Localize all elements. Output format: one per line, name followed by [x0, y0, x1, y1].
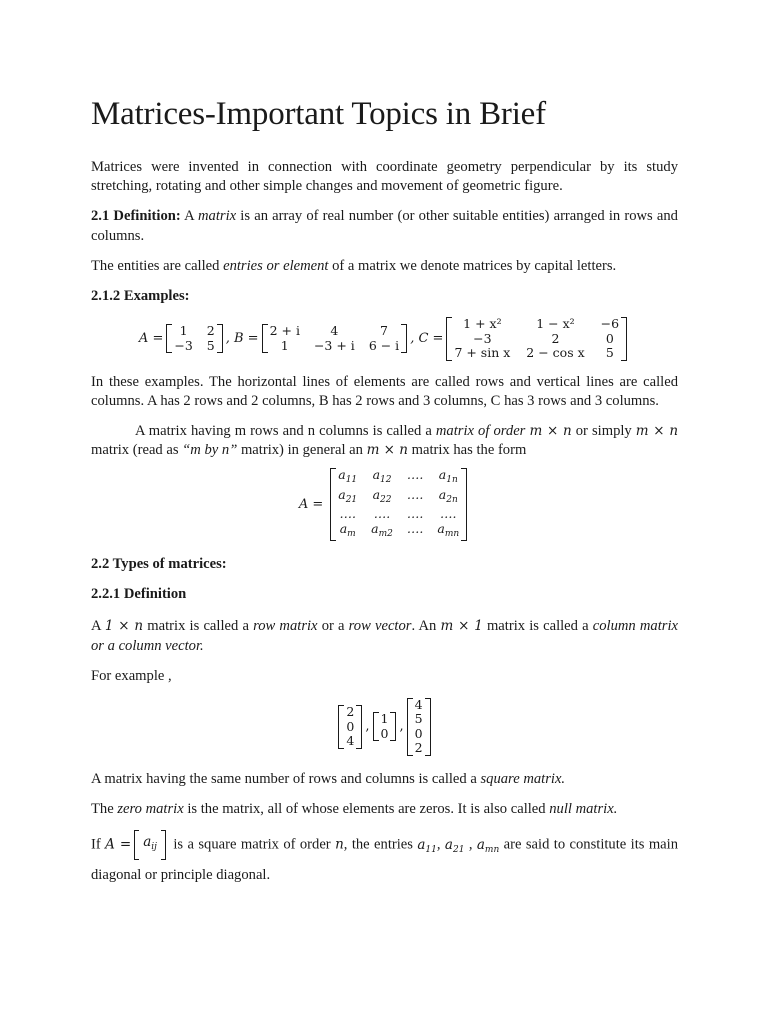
- v3-cell: 2: [414, 740, 423, 756]
- gC-cell: 5: [605, 345, 614, 361]
- zero-matrix-term: zero matrix: [117, 801, 184, 818]
- zero-text-2: is the matrix, all of whose elements are zeros. It is also called: [183, 801, 550, 818]
- order-quote: “m by n”: [182, 442, 238, 459]
- examples-heading: 2.1.2 Examples:: [91, 288, 190, 305]
- row-column-paragraph: [91, 617, 678, 655]
- gA-cell: 2: [206, 323, 215, 339]
- gG-cell: $a_{1n}$: [438, 467, 458, 486]
- order-term: matrix of order: [435, 422, 526, 439]
- entities-text: The entities are called: [91, 257, 224, 274]
- order-text-3: matrix (read as: [91, 442, 183, 459]
- gB-cell: 4: [330, 323, 339, 339]
- v1-cell: 4: [346, 733, 355, 749]
- gB-cell: 6 − i: [368, 337, 400, 353]
- row-vector-term: row vector: [348, 618, 412, 635]
- gG-cell: ….: [440, 506, 457, 522]
- general-matrix-body: [330, 468, 467, 541]
- gG-cell: ….: [406, 520, 424, 536]
- order-math-1: m × n: [529, 422, 572, 439]
- aij-symbol: a: [143, 834, 152, 851]
- order-text-4: matrix) in general an: [237, 442, 367, 459]
- gG-cell: ….: [373, 506, 391, 522]
- order-math-2: m × n: [635, 422, 679, 439]
- diag-entry-1: $a_{11}$: [417, 836, 437, 855]
- matrix-c: [446, 317, 627, 361]
- aij-subscript: ij: [151, 842, 157, 853]
- column-matrix-term: column matrix or a column vector.: [91, 618, 678, 654]
- gG-cell: $a_{m2}$: [371, 520, 393, 539]
- zero-text: The: [91, 801, 118, 818]
- intro-paragraph: Matrices were invented in connection with coordinate geometry perpendicular by its study stretching, rotating and other simple changes and movement of geometric figure.: [91, 159, 678, 195]
- diag-text: If: [91, 836, 106, 853]
- diag-text-3: , the entries: [343, 836, 418, 853]
- diag-entry-3: $a_{mn}$: [476, 836, 500, 855]
- gG-cell: $a_{11}$: [338, 467, 358, 486]
- v3-cell: 5: [414, 711, 423, 727]
- v2-cell: 1: [380, 711, 389, 727]
- examples-matrices: [91, 317, 678, 361]
- gG-cell: $a_{12}$: [372, 467, 392, 486]
- order-text: A matrix having m rows and n columns is called a: [135, 422, 436, 439]
- gC-cell: −3: [473, 330, 492, 346]
- vector-separator-2: ,: [399, 719, 404, 735]
- gA-cell: −3: [174, 337, 193, 353]
- v1-cell: 2: [346, 704, 355, 720]
- vector-examples: [91, 698, 678, 756]
- rowcol-math-2: m × 1: [440, 618, 483, 635]
- gG-cell: ….: [406, 506, 424, 522]
- gC-cell: 1 − x²: [536, 316, 575, 332]
- gC-cell: 0: [605, 330, 614, 346]
- gG-cell: $a_{21}$: [338, 486, 358, 505]
- diag-text-2: is a square matrix of order: [168, 836, 336, 853]
- definition-221-heading: 2.2.1 Definition: [91, 586, 187, 603]
- gC-cell: 2: [551, 330, 560, 346]
- gC-cell: −6: [600, 316, 620, 332]
- matrix-a-label: A =: [138, 331, 164, 347]
- square-text: A matrix having the same number of rows and columns is called a: [91, 770, 481, 787]
- gB-cell: 1: [280, 337, 289, 353]
- v1-cell: 0: [346, 718, 355, 734]
- gC-cell: 2 − cos x: [526, 345, 585, 361]
- gA-cell: 5: [206, 337, 215, 353]
- gG-cell: ….: [406, 486, 424, 502]
- order-text-5: matrix has the form: [407, 442, 527, 459]
- diag-entry-2: $a_{21}$: [444, 836, 465, 855]
- gG-cell: $a_{2n}$: [438, 486, 458, 505]
- null-matrix-term: null matrix.: [549, 801, 618, 818]
- gC-cell: 1 + x²: [463, 316, 502, 332]
- matrix-c-label: , C =: [410, 331, 444, 347]
- order-text-2: or simply: [571, 422, 636, 439]
- column-vector-2: [373, 712, 397, 741]
- rows-paragraph: In these examples. The horizontal lines of elements are called rows and vertical lines are called columns. A has 2 rows and 2 columns, B has 2 rows and 3 columns, C has 3 rows and 3 columns.: [91, 373, 678, 409]
- entities-term: entries or element: [223, 257, 329, 274]
- rowcol-text-3: or a: [317, 618, 349, 635]
- rowcol-text-4: . An: [411, 618, 441, 635]
- v3-cell: 4: [414, 696, 423, 712]
- definition-paragraph: [91, 207, 678, 245]
- entities-text-2: of a matrix we denote matrices by capital letters.: [328, 257, 617, 274]
- general-matrix-label: A =: [298, 497, 324, 513]
- zero-paragraph: [91, 800, 678, 819]
- definition-term: matrix: [198, 208, 237, 225]
- entities-paragraph: [91, 257, 678, 276]
- matrix-b: [262, 324, 408, 353]
- rowcol-text-5: matrix is called a: [482, 618, 593, 635]
- column-vector-3: [407, 698, 431, 756]
- v2-cell: 0: [380, 725, 389, 741]
- row-matrix-term: row matrix: [253, 618, 318, 635]
- column-vector-1: [338, 705, 362, 749]
- for-example-text: For example ,: [91, 667, 172, 684]
- rowcol-text: A: [91, 618, 105, 635]
- gG-cell: ….: [406, 467, 424, 483]
- diag-a-label: A =: [105, 836, 132, 853]
- gB-cell: 7: [380, 323, 388, 339]
- gG-cell: $a_{22}$: [372, 486, 392, 505]
- gB-cell: 2 + i: [269, 323, 300, 339]
- v3-cell: 0: [414, 725, 423, 741]
- square-term: square matrix.: [480, 770, 566, 787]
- gG-cell: $a_m$: [339, 520, 356, 539]
- gA-cell: 1: [179, 323, 188, 339]
- matrix-b-label: , B =: [225, 331, 259, 347]
- rowcol-text-2: matrix is called a: [143, 618, 254, 635]
- square-paragraph: [91, 770, 678, 789]
- aij-matrix: [134, 830, 166, 860]
- definition-text-2: is an array of real number (or other suitable entities) arranged in rows and columns.: [91, 208, 678, 244]
- diag-n: n: [335, 836, 344, 853]
- gC-cell: 7 + sin x: [454, 345, 511, 361]
- rowcol-math-1: 1 × n: [104, 618, 144, 635]
- definition-text: A: [180, 208, 199, 225]
- gB-cell: −3 + i: [313, 337, 355, 353]
- page-title: Matrices-Important Topics in Brief: [91, 96, 546, 132]
- diagonal-paragraph: If A = $a_{ij}$ is a square matrix of order n, the entries $a_{11}$, $a_{21}$ , $a_{mn}$ are said to constitute its main diagonal or principle diagonal.: [91, 830, 678, 887]
- gG-cell: ….: [339, 506, 356, 522]
- general-matrix: [91, 468, 678, 541]
- matrix-a: [166, 324, 222, 353]
- types-heading: 2.2 Types of matrices:: [91, 556, 227, 573]
- vector-separator-1: ,: [365, 719, 370, 735]
- order-math-3: m × n: [366, 442, 408, 459]
- document-page: [91, 92, 678, 888]
- definition-label: 2.1 Definition:: [91, 208, 181, 225]
- diag-text-4: are said to constitute its main diagonal or principle diagonal.: [91, 836, 679, 883]
- order-paragraph: [91, 422, 678, 460]
- gG-cell: $a_{mn}$: [437, 520, 460, 539]
